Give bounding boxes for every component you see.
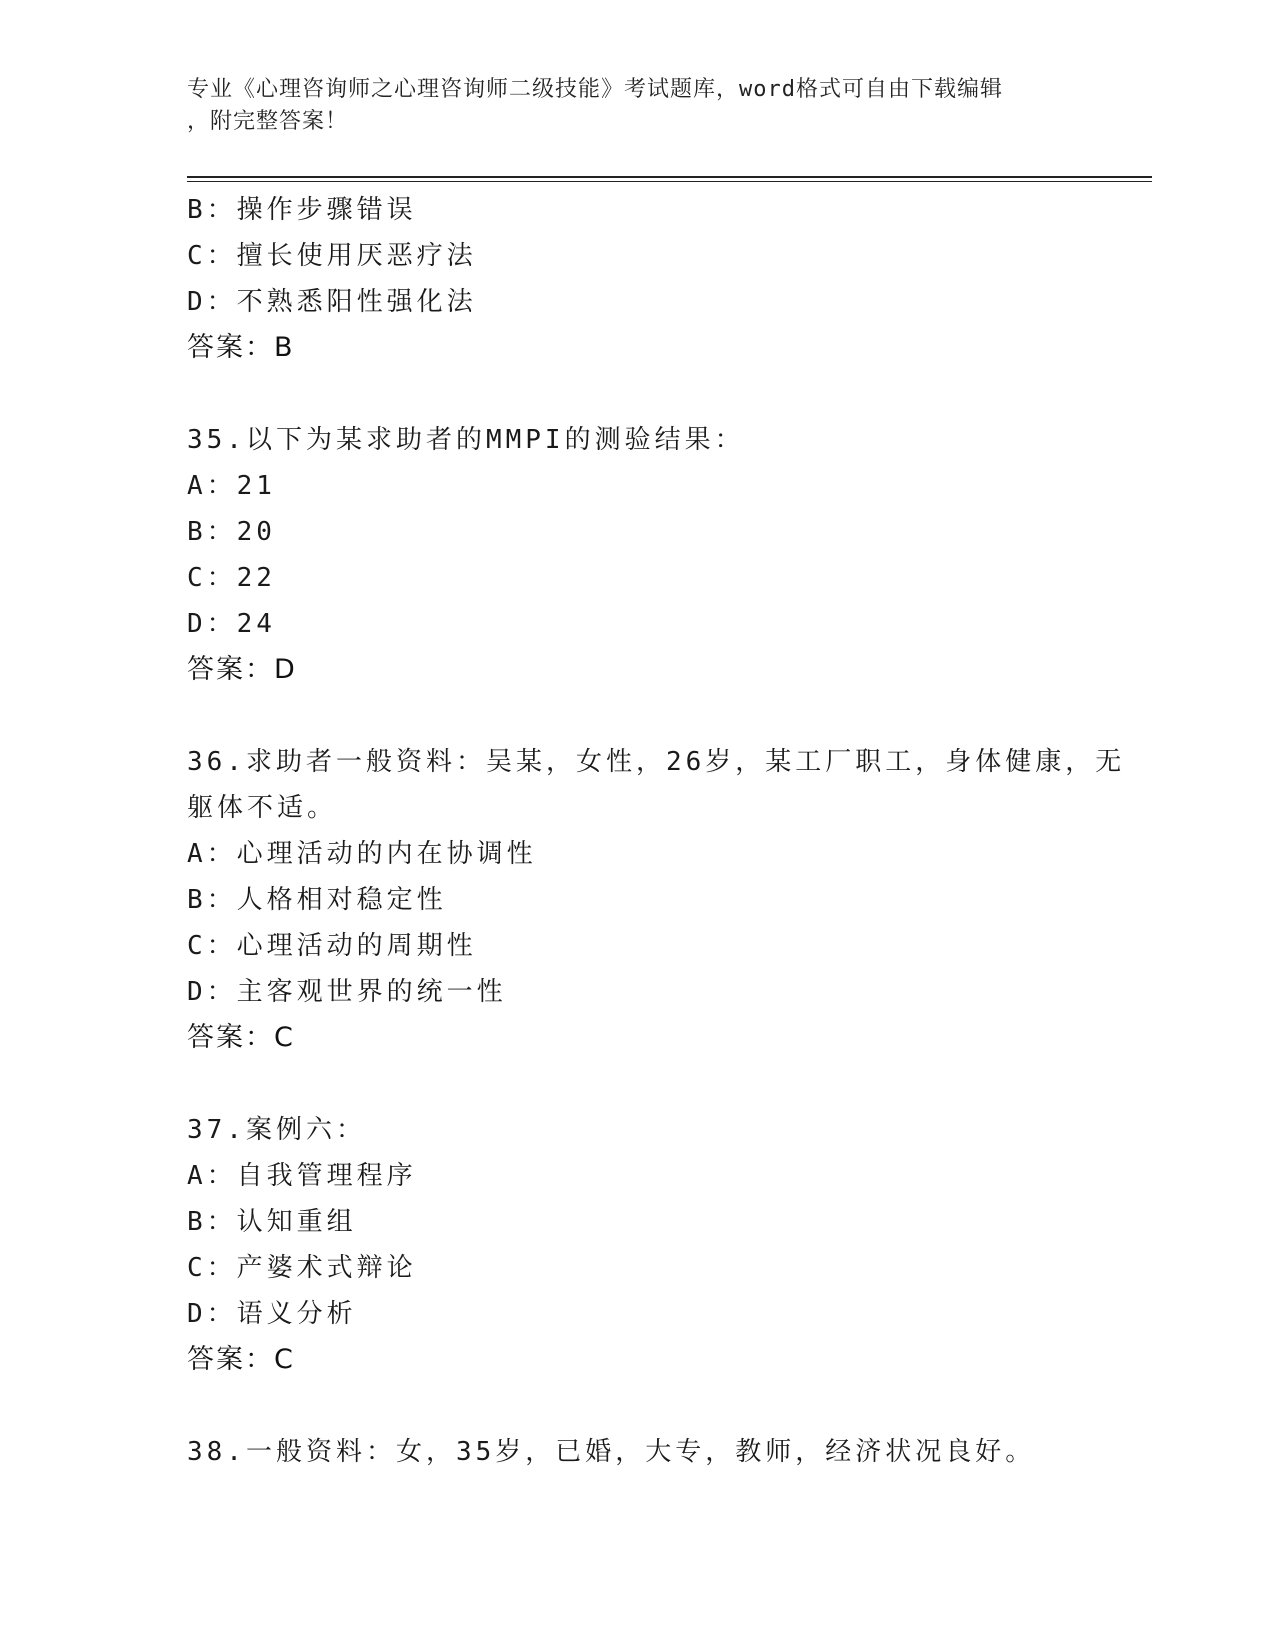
option-d: D：不熟悉阳性强化法 bbox=[187, 287, 477, 317]
option-b: B：人格相对稳定性 bbox=[187, 885, 447, 915]
answer-label: 答案：B bbox=[187, 332, 295, 363]
spacer bbox=[187, 693, 1087, 739]
spacer bbox=[187, 1383, 1087, 1429]
page-header bbox=[187, 74, 1087, 138]
option-c: C：22 bbox=[187, 563, 276, 593]
option-d: D：24 bbox=[187, 609, 276, 639]
spacer bbox=[187, 371, 1087, 417]
answer-label: 答案：C bbox=[187, 1022, 295, 1053]
question-text-line-2: 躯体不适。 bbox=[187, 793, 338, 823]
question-list bbox=[187, 187, 1126, 1475]
answer-label: 答案：D bbox=[187, 654, 297, 685]
header-divider-thick bbox=[187, 176, 1152, 178]
option-d: D：语义分析 bbox=[187, 1299, 357, 1329]
spacer bbox=[187, 1061, 1087, 1107]
option-a: A：心理活动的内在协调性 bbox=[187, 839, 537, 869]
question-block-34 bbox=[187, 187, 1087, 371]
option-c: C：擅长使用厌恶疗法 bbox=[187, 241, 477, 271]
option-c: C：心理活动的周期性 bbox=[187, 931, 477, 961]
question-block-37 bbox=[187, 1107, 1087, 1383]
answer-label: 答案：C bbox=[187, 1344, 295, 1375]
header-title-line-1: 专业《心理咨询师之心理咨询师二级技能》考试题库，word格式可自由下载编辑 bbox=[187, 77, 1003, 102]
option-b: B：操作步骤错误 bbox=[187, 195, 417, 225]
question-text-line-1: 36.求助者一般资料：吴某，女性，26岁，某工厂职工，身体健康，无 bbox=[187, 747, 1126, 777]
option-c: C：产婆术式辩论 bbox=[187, 1253, 417, 1283]
question-text: 38.一般资料：女，35岁，已婚，大专，教师，经济状况良好。 bbox=[187, 1437, 1036, 1467]
question-block-38 bbox=[187, 1429, 1087, 1475]
question-text: 37.案例六： bbox=[187, 1115, 366, 1145]
option-d: D：主客观世界的统一性 bbox=[187, 977, 507, 1007]
option-b: B：20 bbox=[187, 517, 276, 547]
option-b: B：认知重组 bbox=[187, 1207, 357, 1237]
question-block-35 bbox=[187, 417, 1087, 693]
option-a: A：自我管理程序 bbox=[187, 1161, 417, 1191]
question-text: 35.以下为某求助者的MMPI的测验结果： bbox=[187, 425, 745, 455]
header-title-line-2: ，附完整答案！ bbox=[187, 109, 349, 134]
option-a: A：21 bbox=[187, 471, 276, 501]
header-divider-thin bbox=[187, 181, 1152, 182]
question-block-36 bbox=[187, 739, 1126, 1061]
